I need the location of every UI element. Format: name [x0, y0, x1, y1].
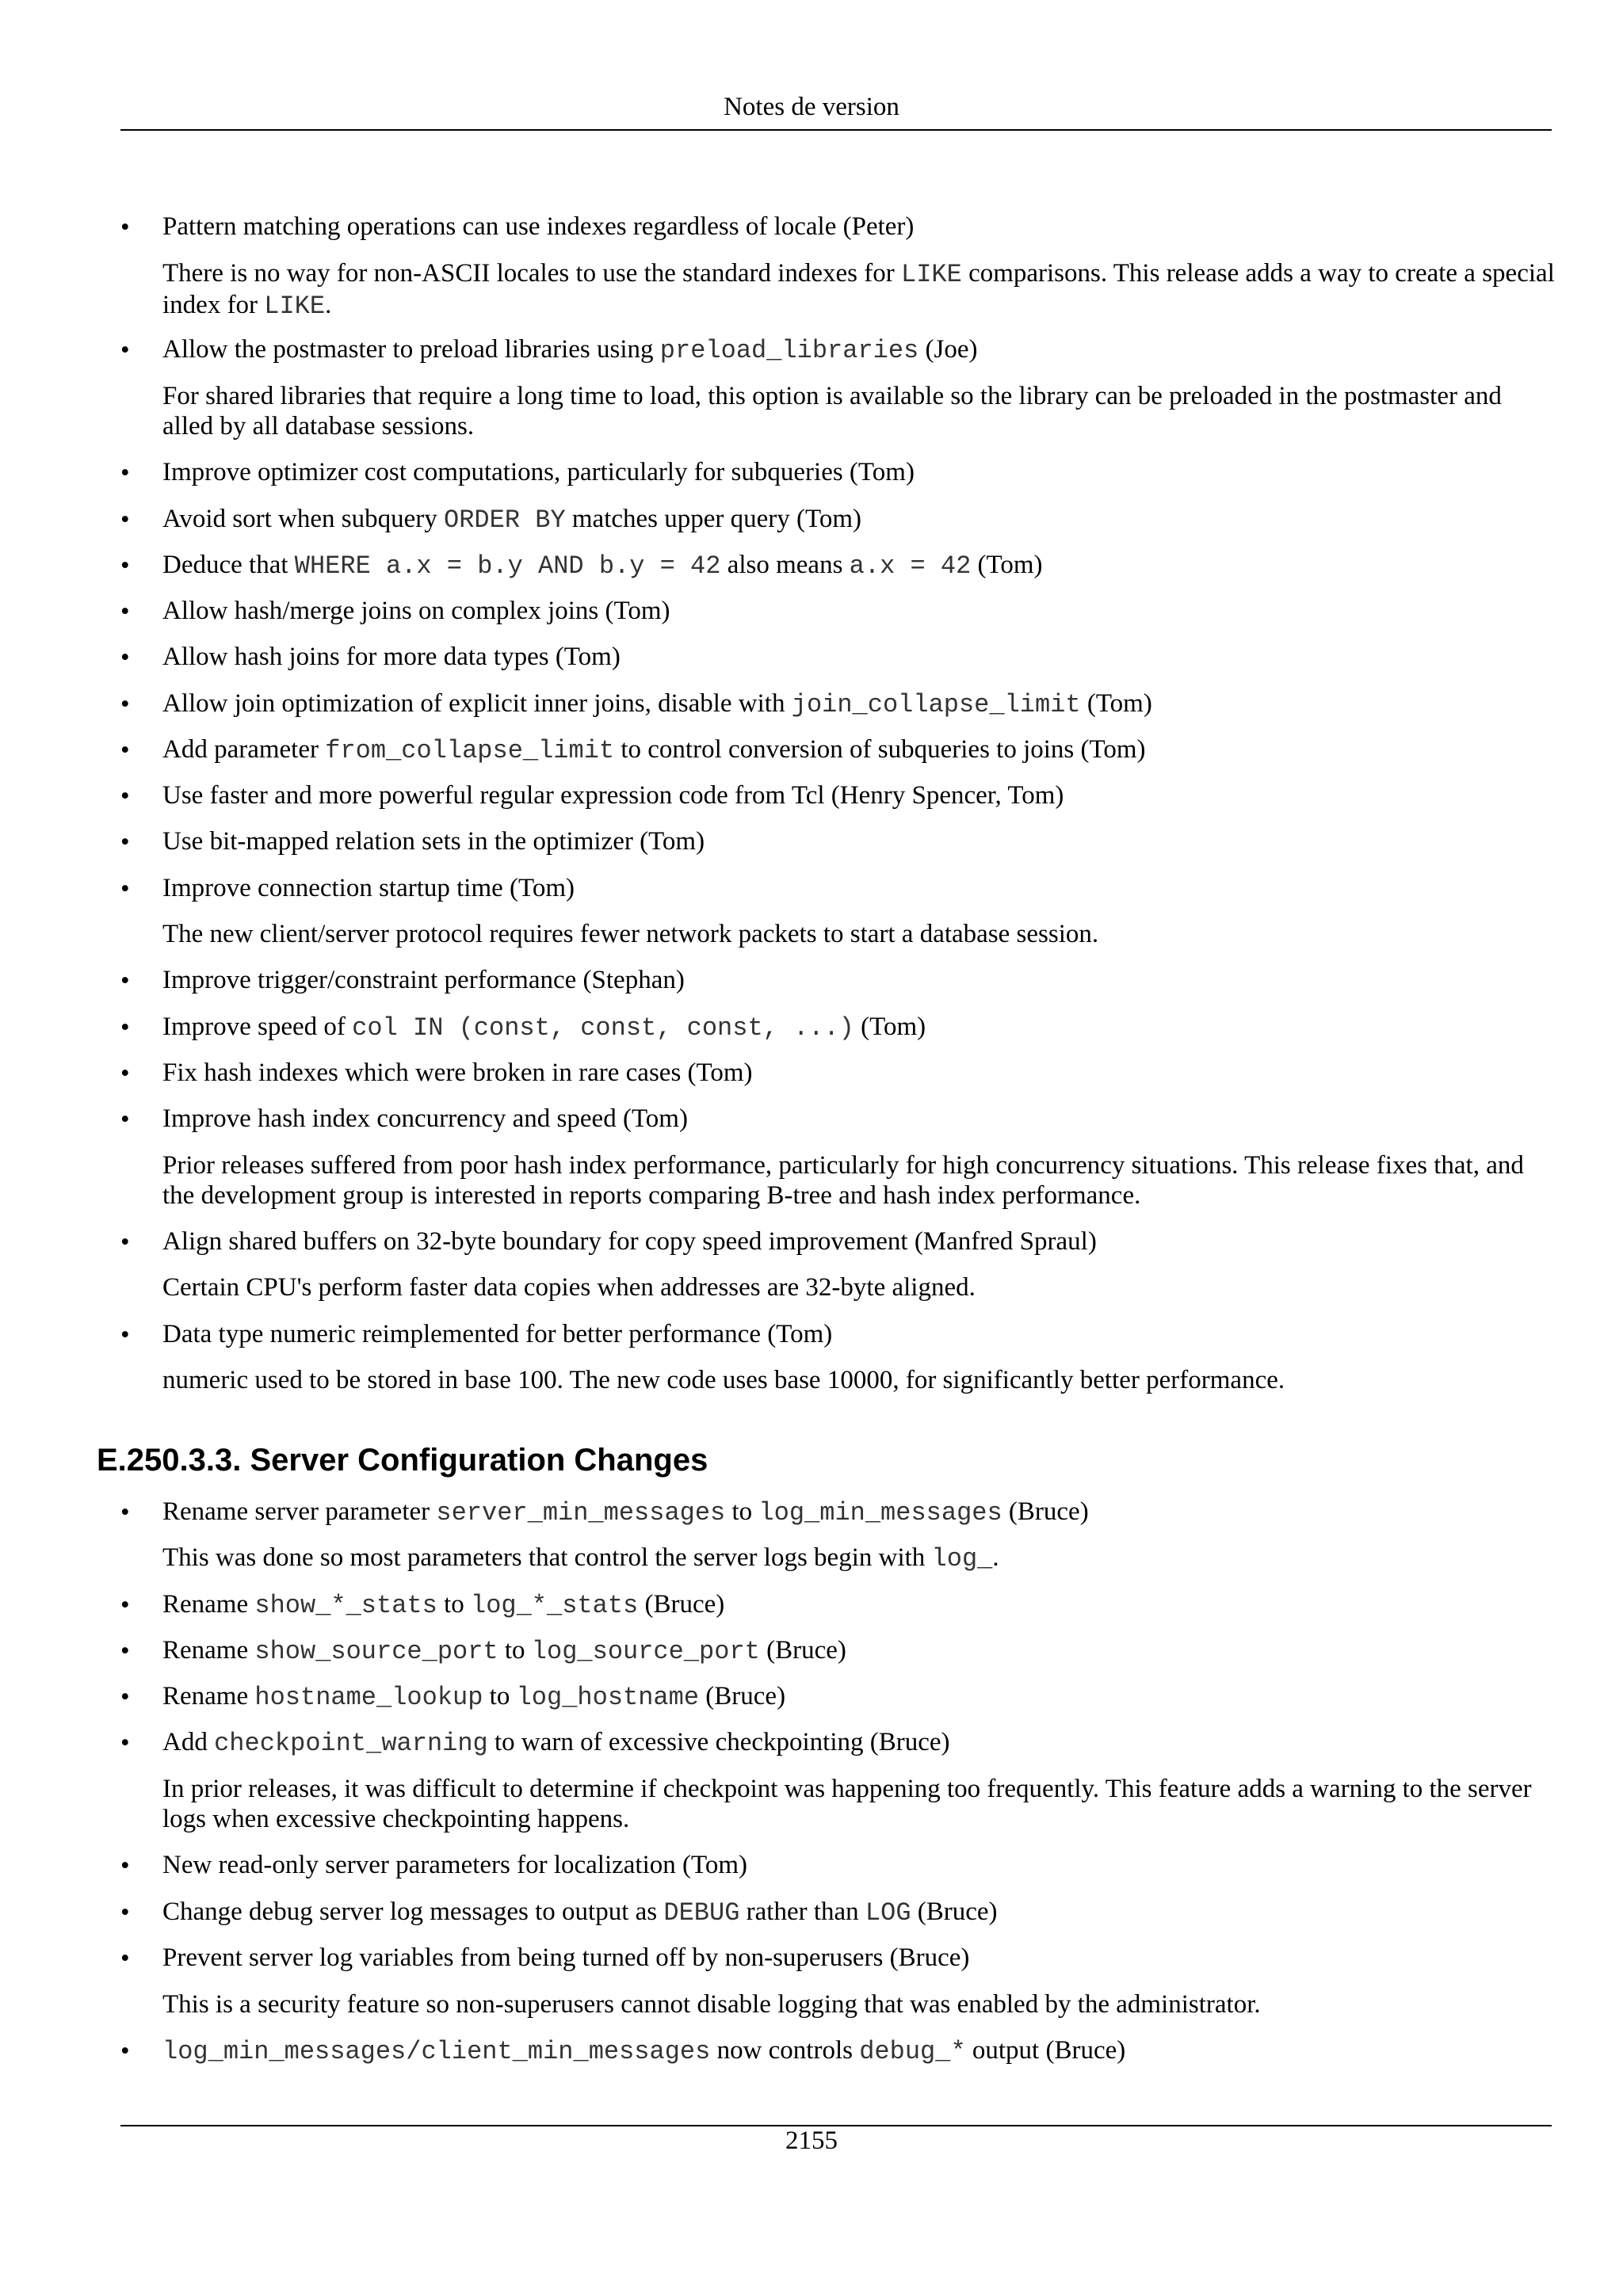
- item-description: For shared libraries that require a long time to load, this option is available so the library can be preloaded in the postmaster and alled by all database sessions.: [162, 382, 1502, 441]
- bullet-icon: •: [120, 1105, 130, 1134]
- list-item: Change debug server log messages to output as DEBUG rather than LOG (Bruce): [162, 1897, 998, 1928]
- list-item: Allow hash/merge joins on complex joins (Tom): [162, 597, 670, 625]
- list-item: log_min_messages/client_min_messages now controls debug_* output (Bruce): [162, 2036, 1126, 2066]
- list-item: Data type numeric reimplemented for better performance (Tom): [162, 1320, 833, 1348]
- page-number: 2155: [785, 2126, 838, 2155]
- bullet-icon: •: [120, 1498, 130, 1527]
- bullet-icon: •: [120, 336, 130, 364]
- section-heading: E.250.3.3. Server Configuration Changes: [97, 1443, 708, 1478]
- bullet-icon: •: [120, 643, 130, 672]
- bullet-icon: •: [120, 967, 130, 995]
- list-item: Rename show_source_port to log_source_port (Bruce): [162, 1636, 846, 1666]
- item-description: Certain CPU's perform faster data copies when addresses are 32-byte aligned.: [162, 1273, 976, 1302]
- item-description: There is no way for non-ASCII locales to use the standard indexes for LIKE comparisons. This release adds a way to create a special index for LIKE.: [162, 259, 1555, 321]
- list-item: New read-only server parameters for localization (Tom): [162, 1851, 748, 1879]
- list-item: Deduce that WHERE a.x = b.y AND b.y = 42 also means a.x = 42 (Tom): [162, 551, 1043, 581]
- bullet-icon: •: [120, 1228, 130, 1257]
- bullet-icon: •: [120, 1321, 130, 1349]
- list-item: Improve optimizer cost computations, particularly for subqueries (Tom): [162, 458, 915, 486]
- bullet-icon: •: [120, 551, 130, 580]
- list-item: Add checkpoint_warning to warn of excessive checkpointing (Bruce): [162, 1728, 950, 1758]
- item-description: numeric used to be stored in base 100. The new code uses base 10000, for significantly better performance.: [162, 1366, 1285, 1394]
- list-item: Use faster and more powerful regular expression code from Tcl (Henry Spencer, Tom): [162, 781, 1064, 810]
- bullet-icon: •: [120, 1729, 130, 1757]
- bullet-icon: •: [120, 505, 130, 534]
- list-item: Rename server parameter server_min_messages to log_min_messages (Bruce): [162, 1497, 1089, 1527]
- list-item: Add parameter from_collapse_limit to control conversion of subqueries to joins (Tom): [162, 735, 1146, 765]
- item-description: In prior releases, it was difficult to determine if checkpoint was happening too frequently. This feature adds a warning to the server logs when excessive checkpointing happens.: [162, 1775, 1532, 1833]
- list-item: Avoid sort when subquery ORDER BY matches upper query (Tom): [162, 505, 862, 535]
- bullet-icon: •: [120, 736, 130, 765]
- list-item: Rename hostname_lookup to log_hostname (Bruce): [162, 1682, 786, 1712]
- item-description: The new client/server protocol requires fewer network packets to start a database session.: [162, 920, 1099, 948]
- bullet-icon: •: [120, 1591, 130, 1619]
- bullet-icon: •: [120, 1852, 130, 1880]
- page-header-title: Notes de version: [724, 93, 899, 121]
- item-description: Prior releases suffered from poor hash index performance, particularly for high concurrency situations. This release fixes that, and the development group is interested in reports comparing B-tree and hash index performance.: [162, 1151, 1524, 1210]
- list-item: Allow hash joins for more data types (Tom): [162, 643, 621, 671]
- bullet-icon: •: [120, 459, 130, 487]
- list-item: Pattern matching operations can use indexes regardless of locale (Peter): [162, 212, 915, 241]
- list-item: Improve connection startup time (Tom): [162, 874, 575, 902]
- list-item: Align shared buffers on 32-byte boundary for copy speed improvement (Manfred Spraul): [162, 1227, 1097, 1256]
- bullet-icon: •: [120, 1059, 130, 1088]
- list-item: Improve trigger/constraint performance (Stephan): [162, 966, 685, 994]
- list-item: Improve speed of col IN (const, const, const, ...) (Tom): [162, 1013, 926, 1043]
- header-rule: [120, 129, 1552, 131]
- bullet-icon: •: [120, 2037, 130, 2065]
- bullet-icon: •: [120, 1683, 130, 1711]
- list-item: Rename show_*_stats to log_*_stats (Bruce): [162, 1590, 725, 1620]
- bullet-icon: •: [120, 213, 130, 242]
- list-item: Allow join optimization of explicit inner joins, disable with join_collapse_limit (Tom): [162, 689, 1152, 719]
- list-item: Prevent server log variables from being turned off by non-superusers (Bruce): [162, 1943, 970, 1972]
- bullet-icon: •: [120, 1898, 130, 1927]
- item-description: This was done so most parameters that control the server logs begin with log_.: [162, 1543, 999, 1573]
- bullet-icon: •: [120, 782, 130, 810]
- bullet-icon: •: [120, 875, 130, 903]
- item-description: This is a security feature so non-superusers cannot disable logging that was enabled by the administrator.: [162, 1990, 1261, 2019]
- bullet-icon: •: [120, 1013, 130, 1042]
- list-item: Use bit-mapped relation sets in the optimizer (Tom): [162, 827, 705, 856]
- bullet-icon: •: [120, 828, 130, 856]
- bullet-icon: •: [120, 1944, 130, 1973]
- list-item: Improve hash index concurrency and speed (Tom): [162, 1104, 688, 1133]
- bullet-icon: •: [120, 690, 130, 719]
- list-item: Fix hash indexes which were broken in rare cases (Tom): [162, 1058, 753, 1087]
- bullet-icon: •: [120, 1637, 130, 1665]
- bullet-icon: •: [120, 597, 130, 626]
- list-item: Allow the postmaster to preload libraries using preload_libraries (Joe): [162, 335, 978, 365]
